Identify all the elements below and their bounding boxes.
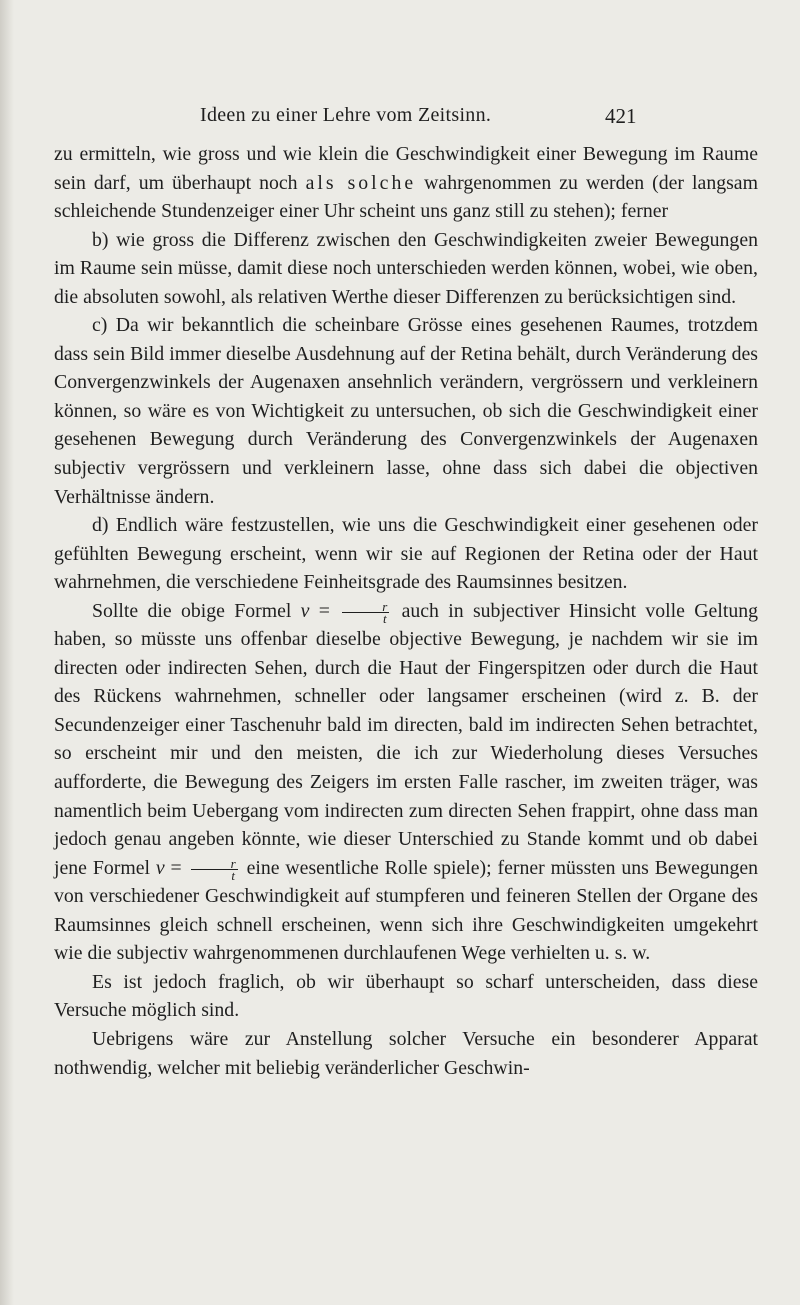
page-body bbox=[54, 140, 758, 1082]
formula-variable-v: v bbox=[155, 856, 165, 879]
page-header bbox=[0, 104, 800, 134]
formula-fraction: $\frac{r}{t}$ bbox=[191, 858, 238, 881]
paragraph-c: c) Da wir bekanntlich die scheinbare Grösse eines gesehenen Raumes, trotzdem dass sein Bild immer dieselbe Ausdehnung auf der Retina behält, durch Veränderung des Convergenzwinkels der Augenaxen ansehnlich verändern, vergrössern und verkleinern können, so wäre es von Wichtigkeit zu untersuchen, ob sich die Geschwindigkeit einer gesehenen Bewegung durch Veränderung des Convergenzwinkels der Augenaxen subjectiv vergrössern und verkleinern lasse, ohne dass sich dabei die objectiven Verhältnisse ändern. bbox=[54, 314, 758, 508]
paragraph-formula: Sollte die obige Formel v = $\frac{r}{t}$ auch in subjectiver Hinsicht volle Geltung haben, so müsste uns offenbar dieselbe objective Bewegung, je nachdem wir sie im directen oder indirecten Sehen, durch die Haut der Fingerspitzen oder durch die Haut des Rückens wahrnehmen, schneller oder langsamer erscheinen (wird z. B. der Secundenzeiger einer Taschenuhr bald im directen, bald im indirecten Sehen betrachtet, so erscheint mir und den meisten, die ich zur Wiederholung dieses Versuches aufforderte, die Bewegung des Zeigers im ersten Falle rascher, im zweiten träger, was namentlich beim Uebergang vom indirecten zum directen Sehen frappirt, ohne dass man jedoch genau angeben könnte, wie dieser Unterschied zu Stande kommt und ob dabei jene Formel v = $\frac{r}{t}$ eine wesentliche Rolle spiele); ferner müssten uns Bewegungen von verschiedener Geschwindigkeit auf stumpferen und feineren Stellen der Organe des Raumsinnes gleich schnell erscheinen, wenn sich ihre Geschwindigkeiten umgekehrt wie die subjectiv wahrgenommenen durchlaufenen Wege verhielten u. s. w. bbox=[54, 598, 759, 965]
page-gutter-shadow bbox=[0, 0, 14, 1305]
running-title: Ideen zu einer Lehre vom Zeitsinn. bbox=[200, 104, 492, 126]
formula-fraction: $\frac{r}{t}$ bbox=[342, 601, 389, 624]
spaced-emphasis: als solche bbox=[305, 171, 417, 194]
paragraph-1: zu ermitteln, wie gross und wie klein die Geschwindigkeit einer Bewegung im Raume sein darf, um überhaupt noch als solche wahrgenommen zu werden (der langsam schleichende Stundenzeiger einer Uhr scheint uns ganz still zu stehen); ferner bbox=[54, 143, 758, 223]
paragraph-apparatus: Uebrigens wäre zur Anstellung solcher Versuche ein besonderer Apparat nothwendig, welcher mit beliebig veränderlicher Geschwin- bbox=[54, 1027, 758, 1079]
paragraph-question: Es ist jedoch fraglich, ob wir überhaupt so scharf unterscheiden, dass diese Versuche möglich sind. bbox=[54, 970, 758, 1022]
formula-variable-v: v bbox=[300, 599, 310, 622]
paragraph-d: d) Endlich wäre festzustellen, wie uns die Geschwindigkeit einer gesehenen oder gefühlten Bewegung erscheint, wenn wir sie auf Regionen der Retina oder der Haut wahrnehmen, die verschiedene Feinheitsgrade des Raumsinnes besitzen. bbox=[54, 514, 758, 594]
page-number: 421 bbox=[605, 104, 637, 128]
paragraph-b: b) wie gross die Differenz zwischen den Geschwindigkeiten zweier Bewegungen im Raume sein müsse, damit diese noch unterschieden werden können, wobei, wie oben, die absoluten sowohl, als relativen Werthe dieser Differenzen zu berücksichtigen sind. bbox=[54, 228, 758, 308]
